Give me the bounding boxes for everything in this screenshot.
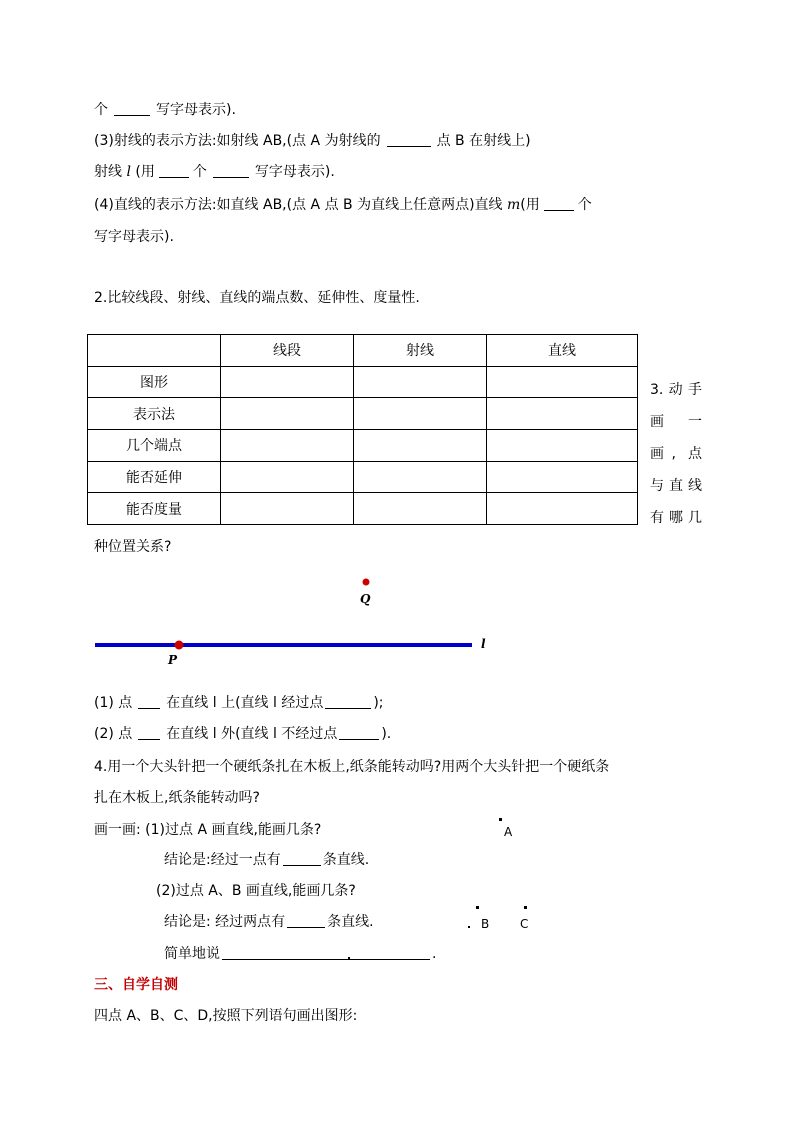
table-header-cell [88,335,221,367]
text-line: (4)直线的表示方法:如直线 AB,(点 A 点 B 为直线上任意两点)直线 m(用 个 [94,197,592,213]
point-q [363,579,370,586]
row-label: 能否延伸 [88,461,221,493]
table-cell[interactable] [354,429,487,461]
text-line: 简单地说 . [164,946,437,962]
point-b-mark [476,906,479,909]
fill-blank[interactable] [325,694,371,709]
table-row [88,429,638,461]
table-row [88,461,638,493]
fill-blank[interactable] [213,163,249,178]
row-label: 表示法 [88,398,221,430]
table-header-cell: 直线 [487,335,638,367]
label-p: P [168,653,178,667]
fill-blank[interactable] [387,132,431,147]
text-line: 种位置关系? [94,539,172,555]
fill-blank[interactable] [114,101,150,116]
section-title: 2.比较线段、射线、直线的端点数、延伸性、度量性. [94,290,420,306]
table-cell[interactable] [487,429,638,461]
text-line: 4.用一个大头针把一个硬纸条扎在木板上,纸条能转动吗?用两个大头针把一个硬纸条 [94,759,610,775]
table-cell[interactable] [354,461,487,493]
label-a: A [504,825,513,839]
comparison-table [87,334,638,525]
table-row [88,366,638,398]
row-label: 能否度量 [88,493,221,525]
label-b: B [481,917,490,931]
fill-blank[interactable] [287,913,325,928]
table-cell[interactable] [354,493,487,525]
fill-blank[interactable] [222,945,430,960]
point-c-mark [524,906,527,909]
question-line: (1) 点 在直线 l 上(直线 l 经过点 ); [94,695,384,711]
dot-mark [468,926,470,928]
table-row [88,493,638,525]
table-cell[interactable] [354,398,487,430]
fill-blank[interactable] [138,725,160,740]
fill-blank[interactable] [138,694,160,709]
text-line: 结论是: 经过两点有 条直线. [164,914,374,930]
table-cell[interactable] [487,398,638,430]
text-line: 写字母表示). [94,229,174,245]
table-cell[interactable] [221,461,354,493]
fill-blank[interactable] [544,196,574,211]
table-cell[interactable] [487,493,638,525]
label-c: C [520,917,529,931]
label-l: l [481,637,486,651]
text-line: (2)过点 A、B 画直线,能画几条? [156,883,356,899]
table-cell[interactable] [487,366,638,398]
table-cell[interactable] [221,493,354,525]
table-cell[interactable] [221,429,354,461]
row-label: 几个端点 [88,429,221,461]
table-header-cell: 线段 [221,335,354,367]
fill-blank[interactable] [339,725,379,740]
fill-blank[interactable] [159,163,189,178]
text-line: 画一画: (1)过点 A 画直线,能画几条? [94,822,322,838]
question-line: (2) 点 在直线 l 外(直线 l 不经过点 ). [94,726,392,742]
table-header-row [88,335,638,367]
table-header-cell: 射线 [354,335,487,367]
row-label: 图形 [88,366,221,398]
text-line: 结论是:经过一点有 条直线. [164,852,370,868]
fill-blank[interactable] [283,851,321,866]
text-line: 射线 l (用 个 写字母表示). [94,164,335,180]
table-cell[interactable] [354,366,487,398]
label-q: Q [360,592,371,606]
table-cell[interactable] [221,366,354,398]
table-cell[interactable] [221,398,354,430]
table-cell[interactable] [487,461,638,493]
text-line: 个 写字母表示). [94,102,236,118]
table-row [88,398,638,430]
text-line: 扎在木板上,纸条能转动吗? [94,790,260,806]
point-a-mark [499,818,502,821]
section-heading: 三、自学自测 [94,977,178,993]
text-line: (3)射线的表示方法:如射线 AB,(点 A 为射线的 点 B 在射线上) [94,133,531,149]
point-p [175,641,184,650]
side-text: 3.动手 画 一 画, 点 与直线 有哪几 [650,382,702,526]
text-line: 四点 A、B、C、D,按照下列语句画出图形: [94,1008,358,1024]
